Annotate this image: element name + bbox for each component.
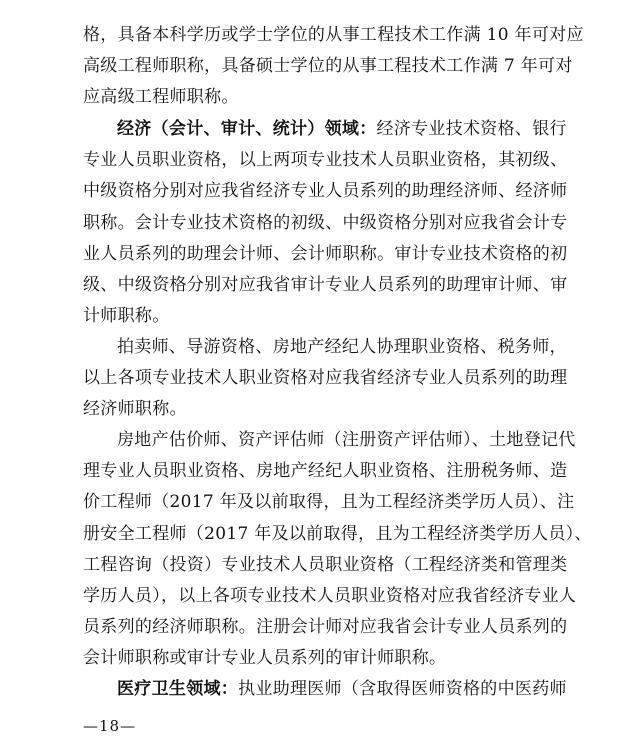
text-line: 工程咨询（投资）专业技术人员职业资格（工程经济类和管理类 <box>83 554 568 575</box>
text-line: 职称。会计专业技术资格的初级、中级资格分别对应我省会计专 <box>83 212 568 233</box>
text-line: 理专业人员职业资格、房地产经纪人职业资格、注册税务师、造 <box>83 461 568 482</box>
text-line: 学历人员），以上各项专业技术人员职业资格对应我省经济专业人 <box>83 586 577 607</box>
text-line: 级、中级资格分别对应我省审计专业人员系列的助理审计师、审 <box>83 275 568 296</box>
paragraph-real-estate <box>83 425 592 675</box>
text-line: 会计师职称或审计专业人员系列的审计师职称。 <box>83 648 447 669</box>
page-number: —18— <box>83 717 137 735</box>
text-line: 应高级工程师职称。 <box>83 87 239 108</box>
text-line: 房地产估价师、资产评估师（注册资产评估师）、土地登记代 <box>117 430 576 450</box>
text-segment: 执业助理医师（含取得医师资格的中医药师 <box>238 679 567 699</box>
text-line: 价工程师（2017 年及以前取得，且为工程经济类学历人员）、注 <box>83 492 575 513</box>
section-heading-economics: 经济（会计、审计、统计）领域： <box>117 119 377 139</box>
text-line: 高级工程师职称，具备硕士学位的从事工程技术工作满 7 年可对 <box>83 56 573 77</box>
text-line: 拍卖师、导游资格、房地产经纪人协理职业资格、税务师， <box>117 337 567 357</box>
text-line: 经济师职称。 <box>83 399 187 420</box>
text-line <box>83 114 567 145</box>
text-line: 中级资格分别对应我省经济专业人员系列的助理经济师、经济师 <box>83 181 568 202</box>
text-line: 专业人员职业资格，以上两项专业技术人员职业资格，其初级、 <box>83 150 568 171</box>
text-line <box>83 674 567 705</box>
text-line: 以上各项专业技术人职业资格对应我省经济专业人员系列的助理 <box>83 368 568 389</box>
section-heading-medical: 医疗卫生领域： <box>117 679 239 699</box>
text-line: 格，具备本科学历或学士学位的从事工程技术工作满 10 年可对应 <box>83 25 584 45</box>
paragraph-auctioneer <box>83 332 568 426</box>
text-line: 员系列的经济师职称。注册会计师对应我省会计专业人员系列的 <box>83 617 568 638</box>
text-segment: 经济专业技术资格、银行 <box>376 119 567 139</box>
paragraph-medical-domain <box>83 674 567 705</box>
paragraph-economics-domain <box>83 114 568 332</box>
text-line: 计师职称。 <box>83 306 170 327</box>
paragraph-engineering-continuation <box>83 20 584 114</box>
text-line: 业人员系列的助理会计师、会计师职称。审计专业技术资格的初 <box>83 243 568 264</box>
text-line: 册安全工程师（2017 年及以前取得，且为工程经济类学历人员）、 <box>83 523 592 544</box>
